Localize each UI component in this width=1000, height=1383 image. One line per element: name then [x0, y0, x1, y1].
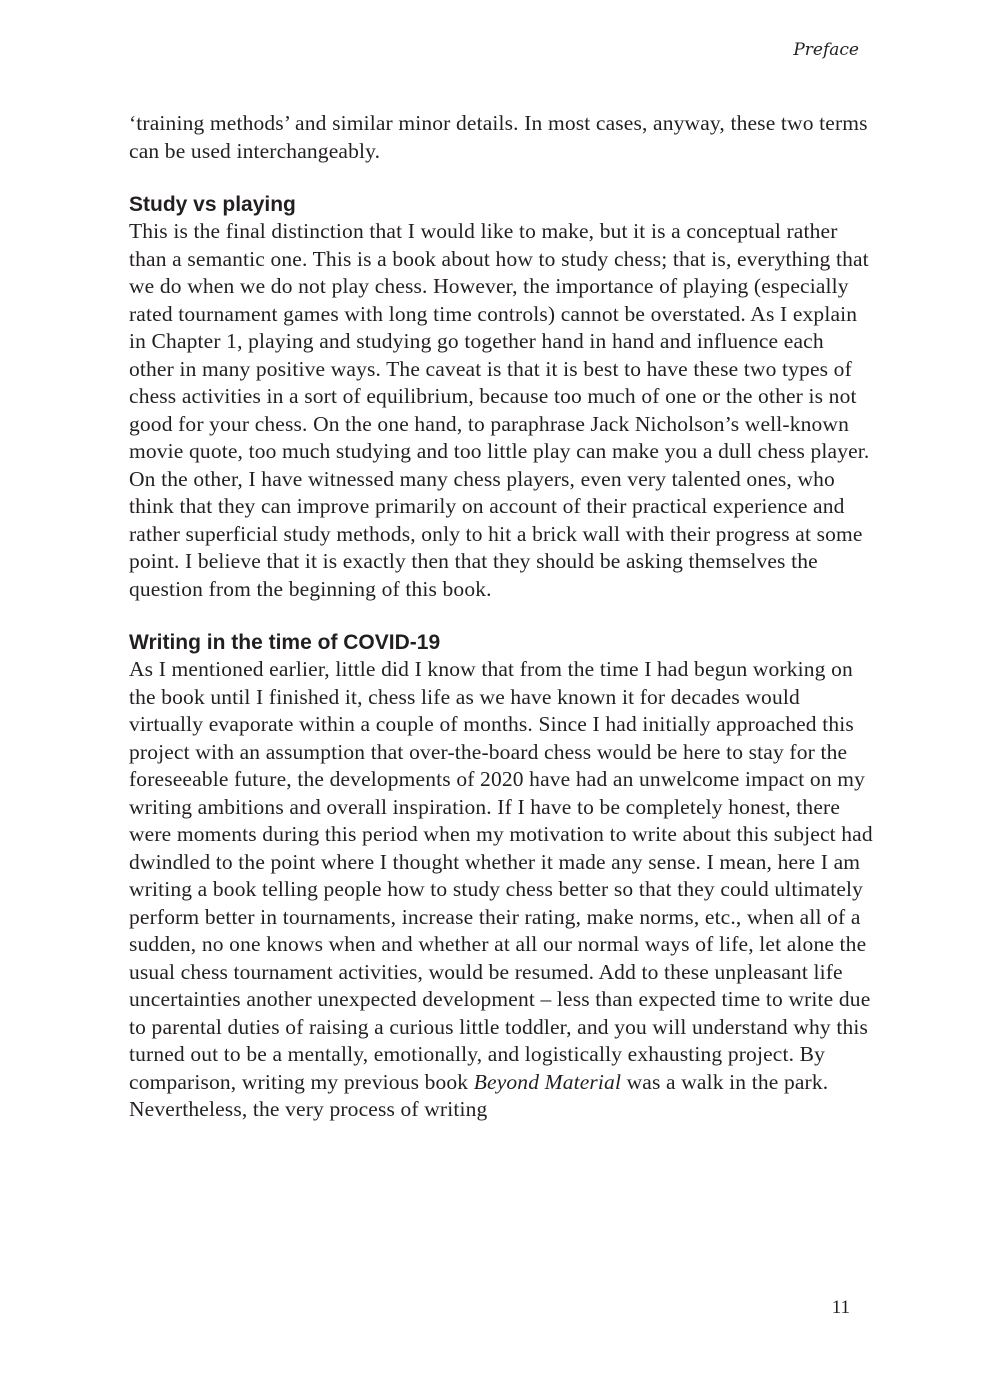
- running-head: Preface: [793, 40, 859, 60]
- covid-text-part-1: As I mentioned earlier, little did I know that from the time I had begun working on the book until I finished it, chess life as we have known it for decades would virtually evaporate within a couple of months. Since I had initially approached this project with an assumption that over-the-board chess would be here to stay for the foreseeable future, the developments of 2020 have had an unwelcome impact on my writing ambitions and overall inspiration. If I have to be completely honest, there were moments during this period when my motivation to write about this subject had dwindled to the point where I thought whether it made any sense. I mean, here I am writing a book telling people how to study chess better so that they could ultimately perform better in tournaments, increase their rating, make norms, etc., when all of a sudden, no one knows when and whether at all our normal ways of life, let alone the usual chess tournament activities, would be resumed. Add to these unpleasant life uncertainties another unexpected development – less than expected time to write due to parental duties of raising a curious little toddler, and you will understand why this turned out to be a mentally, emotionally, and logistically exhausting project. By comparison, writing my previous book: [129, 657, 873, 1094]
- section-heading-study-vs-playing: Study vs playing: [129, 193, 296, 216]
- covid-text-part-2: was a walk in the park. Nevertheless, the very process of writing: [129, 1069, 829, 1121]
- page-body: [129, 110, 874, 1124]
- book-title: Beyond Material: [473, 1069, 622, 1094]
- intro-paragraph: ‘training methods’ and similar minor details. In most cases, anyway, these two terms can be used interchangeably.: [129, 111, 868, 163]
- section-heading-covid: Writing in the time of COVID-19: [129, 631, 441, 654]
- page-number: 11: [831, 1297, 850, 1318]
- section-body-study-vs-playing: This is the final distinction that I would like to make, but it is a conceptual rather than a semantic one. This is a book about how to study chess; that is, everything that we do when we do not play chess. However, the importance of playing (especially rated tournament games with long time controls) cannot be overstated. As I explain in Chapter 1, playing and studying go together hand in hand and influence each other in many positive ways. The caveat is that it is best to have these two types of chess activities in a sort of equilibrium, because too much of one or the other is not good for your chess. On the one hand, to paraphrase Jack Nicholson’s well-known movie quote, too much studying and too little play can make you a dull chess player. On the other, I have witnessed many chess players, even very talented ones, who think that they can improve primarily on account of their practical experience and rather superficial study methods, only to hit a brick wall with their progress at some point. I believe that it is exactly then that they should be asking themselves the question from the beginning of this book.: [129, 219, 870, 601]
- section-body-covid: [129, 656, 874, 1124]
